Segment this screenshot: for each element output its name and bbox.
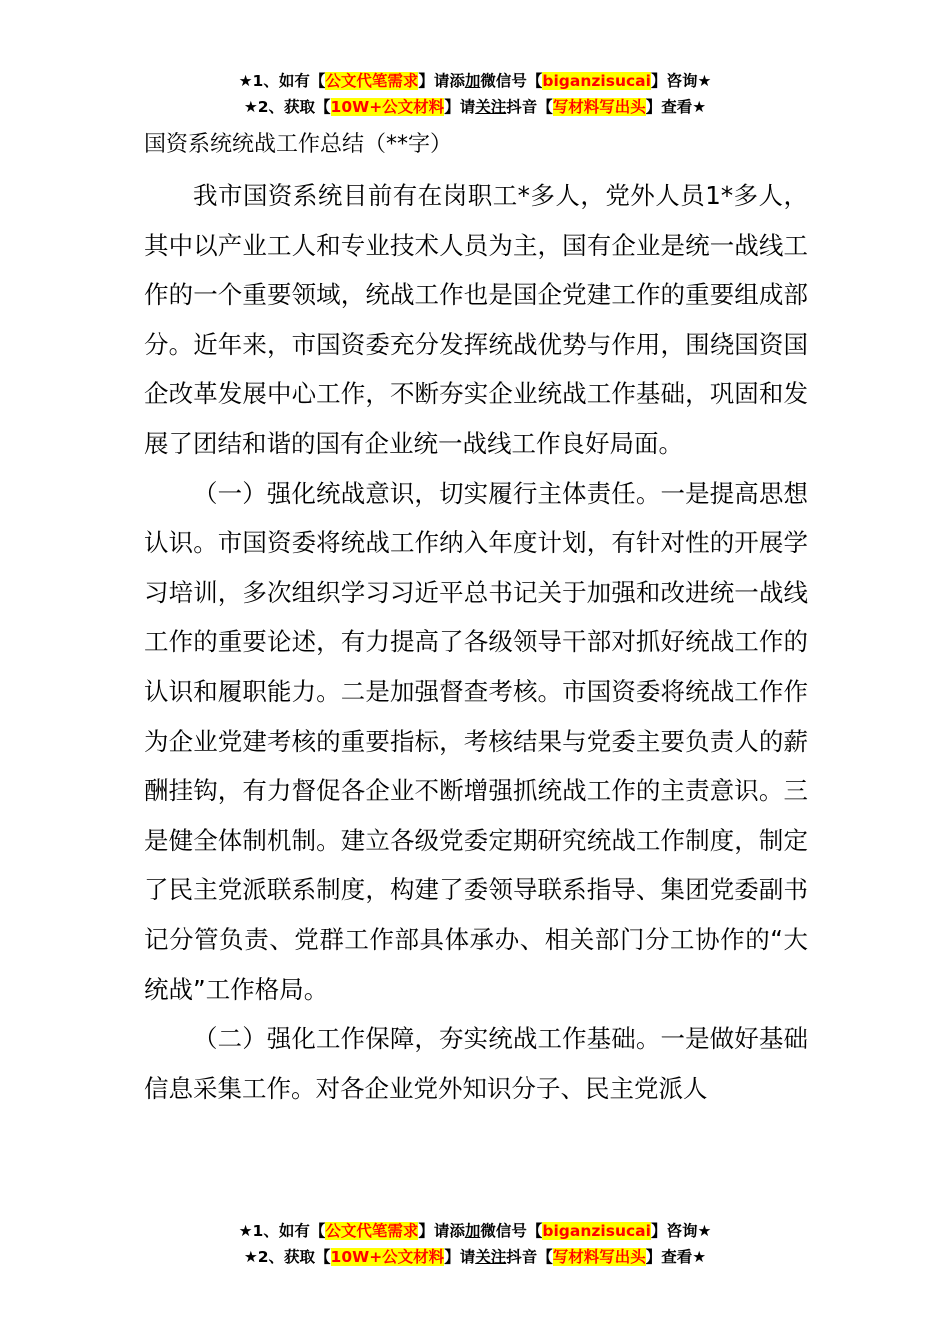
banner-line-2-highlight-1: 10W+公文材料 [330,98,445,116]
banner-line-2-underlined: 关注 [475,98,507,116]
header-banner [0,68,950,120]
paragraph-section-2: （二）强化工作保障，夯实统战工作基础。一是做好基础信息采集工作。对各企业党外知识分子、民主党派人 [144,1024,808,1103]
banner-line-1-mid-1: 】请添 [418,72,465,90]
footer-line-1-prefix: ★1、如有【 [238,1222,326,1240]
banner-line-1 [0,68,950,94]
banner-line-2 [0,94,950,120]
footer-line-1-suffix: 】咨询★ [650,1222,712,1240]
footer-line-2-underlined: 关注 [475,1248,507,1266]
banner-line-1-mid-2: 微信号【 [480,72,543,90]
paragraph-section-1: （一）强化统战意识，切实履行主体责任。一是提高思想认识。市国资委将统战工作纳入年度计划，有针对性的开展学习培训，多次组织学习习近平总书记关于加强和改进统一战线工作的重要论述，有力提高了各级领导干部对抓好统战工作的认识和履职能力。二是加强督查考核。市国资委将统战工作作为企业党建考核的重要指标，考核结果与党委主要负责人的薪酬挂钩，有力督促各企业不断增强抓统战工作的主责意识。三是健全体制机制。建立各级党委定期研究统战工作制度，制定了民主党派联系制度，构建了委领导联系指导、集团党委副书记分管负责、党群工作部具体承办、相关部门分工协作的“大统战”工作格局。 [144,478,808,1004]
footer-line-1-highlight-1: 公文代笔需求 [325,1222,419,1240]
document-body [144,125,808,1113]
banner-line-2-mid-1: 】请 [444,98,476,116]
footer-line-2-highlight-2: 写材料写出头 [552,1248,646,1266]
footer-line-1-highlight-2: biganzisucai [542,1222,651,1240]
footer-line-2-suffix: 】查看★ [645,1248,707,1266]
paragraph-intro: 我市国资系统目前有在岗职工*多人，党外人员1*多人，其中以产业工人和专业技术人员为主，国有企业是统一战线工作的一个重要领域，统战工作也是国企党建工作的重要组成部分。近年来，市国资委充分发挥统战优势与作用，围绕国资国企改革发展中心工作，不断夯实企业统战工作基础，巩固和发展了团结和谐的国有企业统一战线工作良好局面。 [144,181,808,458]
document-title: 国资系统统战工作总结（**字） [144,132,453,157]
banner-line-1-highlight-2: biganzisucai [542,72,651,90]
banner-line-2-prefix: ★2、获取【 [243,98,331,116]
banner-line-2-suffix: 】查看★ [645,98,707,116]
footer-line-1-underlined: 加 [464,1222,481,1240]
footer-line-2-mid-1: 】请 [444,1248,476,1266]
footer-line-1 [0,1218,950,1244]
banner-line-1-prefix: ★1、如有【 [238,72,326,90]
footer-banner [0,1218,950,1270]
footer-line-2-mid-2: 抖音【 [506,1248,553,1266]
banner-line-1-highlight-1: 公文代笔需求 [325,72,419,90]
banner-line-1-suffix: 】咨询★ [650,72,712,90]
banner-line-2-highlight-2: 写材料写出头 [552,98,646,116]
footer-line-2-prefix: ★2、获取【 [243,1248,331,1266]
banner-line-1-underlined: 加 [464,72,481,90]
banner-line-2-mid-2: 抖音【 [506,98,553,116]
footer-line-1-mid-2: 微信号【 [480,1222,543,1240]
footer-line-2-highlight-1: 10W+公文材料 [330,1248,445,1266]
footer-line-1-mid-1: 】请添 [418,1222,465,1240]
footer-line-2 [0,1244,950,1270]
